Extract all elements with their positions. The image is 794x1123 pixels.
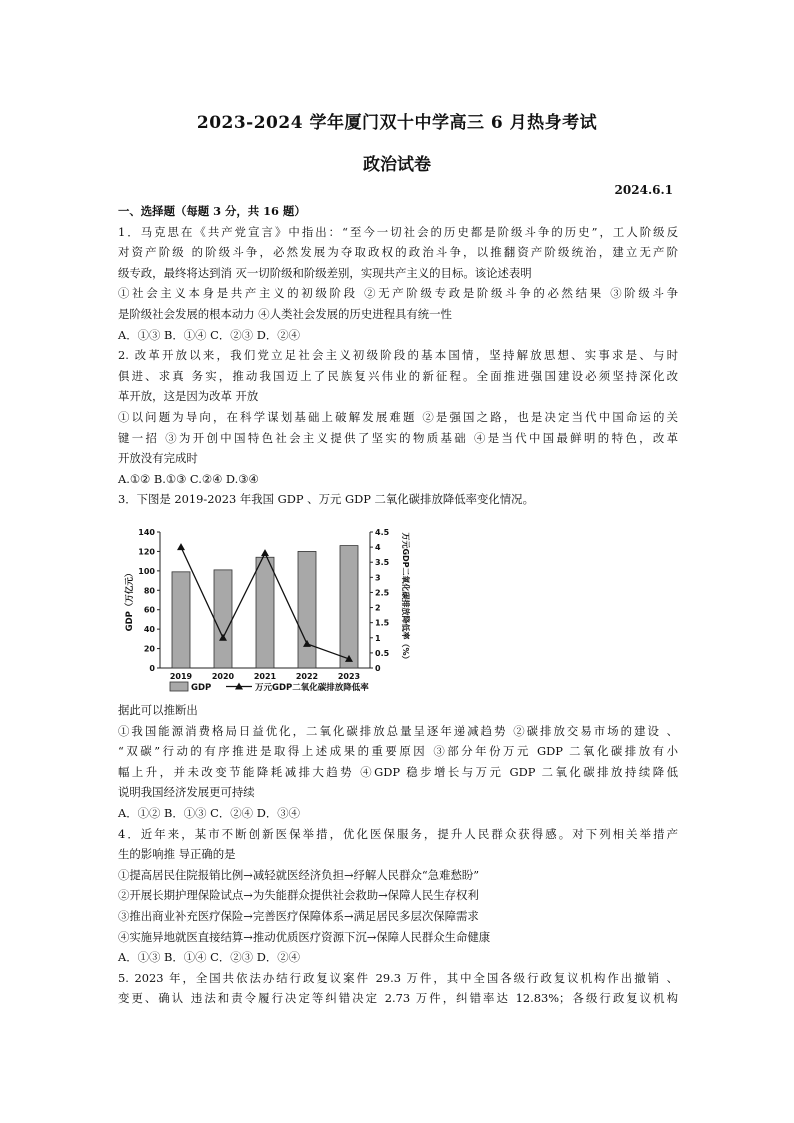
x-tick-label: 2023 <box>337 672 361 681</box>
y2-tick-label: 0.5 <box>375 648 390 658</box>
bar-gdp <box>256 557 274 668</box>
exam-date: 2024.6.1 <box>614 183 673 197</box>
y2-tick-label: 2 <box>375 603 381 613</box>
bar-gdp <box>172 572 190 668</box>
y-axis-title: GDP（万亿元） <box>125 568 135 632</box>
section-heading: 一、选择题（每题 3 分，共 16 题） <box>118 204 306 218</box>
question-3 <box>118 700 678 824</box>
question-line: ②开展长期护理保险试点→为失能群众提供社会救助→保障人民生存权利 <box>118 888 479 903</box>
question-2 <box>118 345 678 489</box>
y2-tick-label: 1.5 <box>375 618 390 628</box>
question-line: 1．马克思在《共产党宣言》中指出：“至今一切社会的历史都是阶级斗争的历史”，工人阶级反 <box>118 224 678 239</box>
y-tick-label: 140 <box>138 528 155 537</box>
y-tick-label: 40 <box>143 625 155 635</box>
legend-line-label: 万元GDP二氧化碳排放降低率 <box>255 683 369 693</box>
y2-tick-label: 0 <box>375 664 381 673</box>
y-tick-label: 60 <box>143 605 155 615</box>
bar-gdp <box>340 546 358 668</box>
exam-subject: 政治试卷 <box>363 155 431 175</box>
question-line: ④实施异地就医直接结算→推动优质医疗资源下沉→保障人民群众生命健康 <box>118 929 491 944</box>
point-emission-rate <box>177 543 185 550</box>
questions-block-bottom <box>118 700 678 1009</box>
y2-tick-label: 3 <box>375 573 381 583</box>
x-tick-label: 2022 <box>295 672 319 681</box>
y2-tick-label: 4 <box>375 543 381 553</box>
question-line: 是阶级社会发展的根本动力 ④人类社会发展的历史进程具有统一性 <box>118 306 452 321</box>
question-line: 幅上升，并未改变节能降耗减排大趋势 ④GDP 稳步增长与万元 GDP 二氧化碳排放持续降低 <box>118 764 678 779</box>
question-line: 据此可以推断出 <box>118 703 198 717</box>
questions-block-top <box>118 201 678 510</box>
question-5 <box>118 968 678 1009</box>
answer-options: A．①③ B．①④ C．②③ D．②④ <box>118 950 300 965</box>
question-line: ①以问题为导向，在科学谋划基础上破解发展难题 ②是强国之路，也是决定当代中国命运的关 <box>118 409 678 424</box>
question-3-intro: 3．下图是 2019-2023 年我国 GDP 、万元 GDP 二氧化碳排放降低率变化情况。 <box>118 492 534 507</box>
y-tick-label: 0 <box>149 664 155 673</box>
question-line: ①提高居民住院报销比例→减轻就医经济负担→纾解人民群众“急难愁盼” <box>118 867 480 882</box>
question-line: 键一招 ③为开创中国特色社会主义提供了坚实的物质基础 ④是当代中国最鲜明的特色，改革 <box>118 430 678 445</box>
question-1 <box>118 222 678 346</box>
question-line: 5. 2023 年，全国共依法办结行政复议案件 29.3 万件，其中全国各级行政复议机构作出撤销 、 <box>118 970 678 985</box>
bar-gdp <box>214 570 232 668</box>
x-tick-label: 2021 <box>253 672 277 681</box>
question-line: 变更、确认 违法和责令履行决定等纠错决定 2.73 万件，纠错率达 12.83%；各级行政复议机构 <box>118 991 678 1006</box>
y2-tick-label: 4.5 <box>375 528 390 537</box>
answer-options: A．①③ B．①④ C．②③ D．②④ <box>118 327 300 342</box>
answer-options: A．①② B．①③ C．②④ D．③④ <box>118 805 300 820</box>
question-4 <box>118 824 678 968</box>
question-line: “双碳”行动的有序推进是取得上述成果的重要原因 ③部分年份万元 GDP 二氧化碳排放有小 <box>118 744 678 759</box>
x-tick-label: 2019 <box>169 672 193 681</box>
question-line: 说明我国经济发展更可持续 <box>118 785 255 800</box>
y-tick-label: 100 <box>138 566 155 576</box>
legend-bar-label: GDP <box>191 683 212 693</box>
legend-bar-swatch <box>170 682 188 691</box>
point-emission-rate <box>261 549 269 556</box>
question-line: 革开放，这是因为改革 开放 <box>118 389 259 404</box>
question-line: 开放没有完成时 <box>118 451 198 466</box>
answer-options: A.①② B.①③ C.②④ D.③④ <box>118 471 259 486</box>
question-line: 对资产阶级 的阶级斗争，必然发展为夺取政权的政治斗争，以推翻资产阶级统治，建立无产阶 <box>118 245 678 260</box>
y2-tick-label: 3.5 <box>375 558 390 568</box>
x-tick-label: 2020 <box>211 672 235 681</box>
question-line: 2. 改革开放以来，我们党立足社会主义初级阶段的基本国情，坚持解放思想、实事求是、与时 <box>118 348 678 363</box>
bar-gdp <box>298 551 316 668</box>
y-tick-label: 20 <box>143 644 155 654</box>
gdp-emission-chart <box>118 512 408 698</box>
y2-tick-label: 1 <box>375 633 381 643</box>
question-line: 生的影响推 导正确的是 <box>118 847 236 862</box>
y2-axis-title: 万元GDP二氧化碳排放降低率（%） <box>401 532 410 664</box>
question-line: 级专政，最终将达到消 灭一切阶级和阶级差别，实现共产主义的目标。该论述表明 <box>118 265 532 280</box>
question-line: 4．近年来，某市不断创新医保举措，优化医保服务，提升人民群众获得感。对下列相关举措产 <box>118 826 678 841</box>
y-tick-label: 120 <box>138 547 155 557</box>
exam-title: 2023-2024 学年厦门双十中学高三 6 月热身考试 <box>196 113 598 133</box>
question-line: ③推出商业补充医疗保险→完善医疗保障体系→满足居民多层次保障需求 <box>118 908 479 923</box>
y-tick-label: 80 <box>143 586 155 596</box>
question-line: ①社会主义本身是共产主义的初级阶段 ②无产阶级专政是阶级斗争的必然结果 ③阶级斗争 <box>118 286 678 301</box>
y2-tick-label: 2.5 <box>375 588 390 598</box>
question-line: 俱进、求真 务实，推动我国迈上了民族复兴伟业的新征程。全面推进强国建设必须坚持深化改 <box>118 368 678 383</box>
question-line: ①我国能源消费格局日益优化，二氧化碳排放总量呈逐年递减趋势 ②碳排放交易市场的建设 、 <box>118 723 678 738</box>
